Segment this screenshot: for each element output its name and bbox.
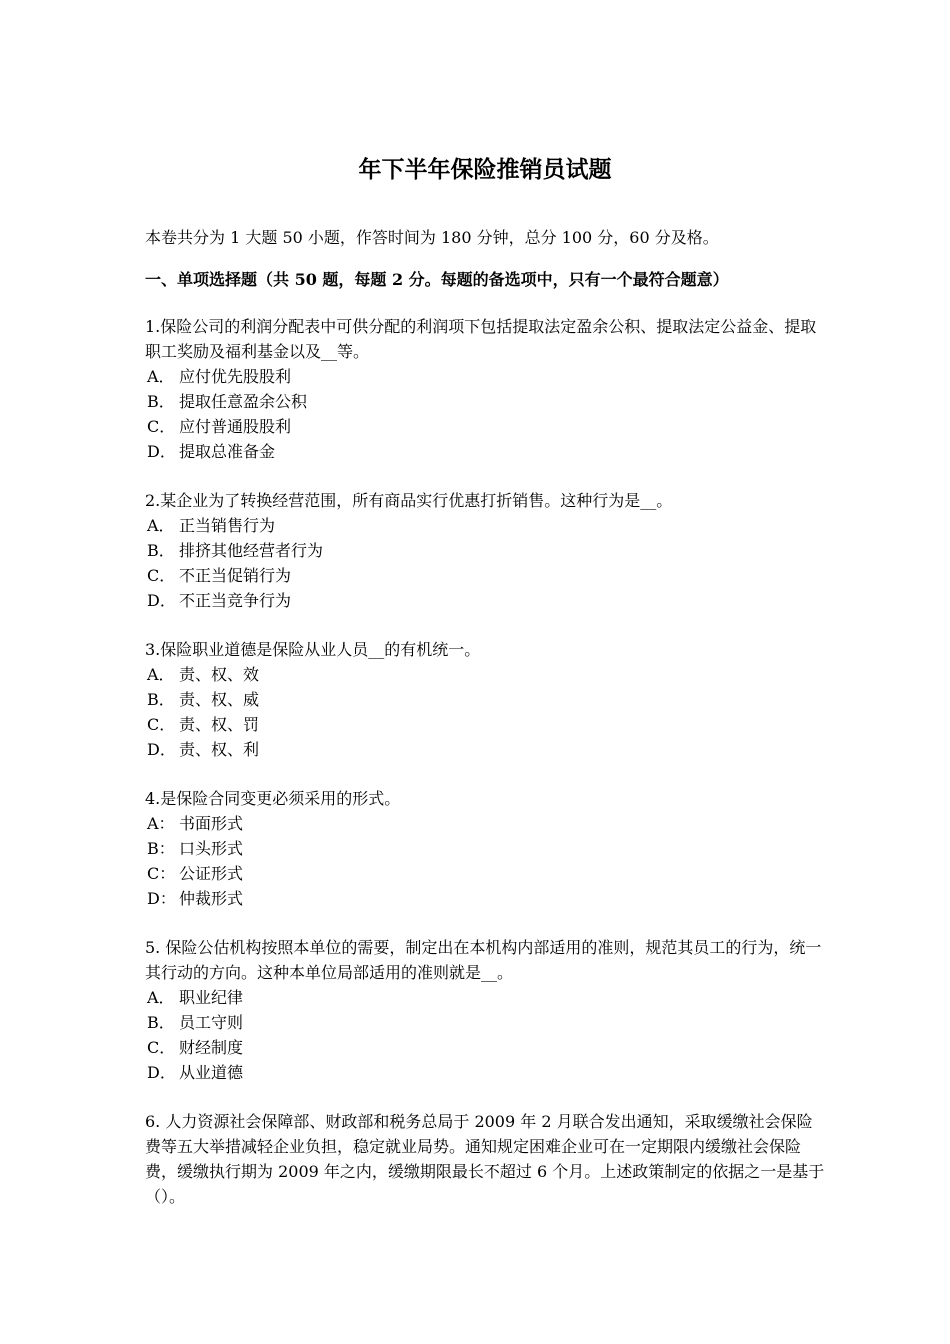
option-text: 书面形式 bbox=[179, 814, 244, 833]
answer-option bbox=[145, 364, 825, 389]
option-key: C： bbox=[147, 864, 176, 883]
question-stem: 4.是保险合同变更必须采用的形式。 bbox=[145, 789, 401, 808]
option-key: C． bbox=[147, 1038, 176, 1057]
option-key: D． bbox=[147, 1063, 176, 1082]
option-text: 提取总准备金 bbox=[179, 442, 276, 461]
answer-option bbox=[145, 563, 825, 588]
page-title: 年下半年保险推销员试题 bbox=[358, 156, 612, 183]
answer-option bbox=[145, 1010, 825, 1035]
option-key: D． bbox=[147, 740, 176, 759]
document-page bbox=[145, 150, 825, 1233]
answer-option bbox=[145, 662, 825, 687]
question-block bbox=[145, 1109, 825, 1209]
option-text: 员工守则 bbox=[179, 1013, 244, 1032]
option-key: A． bbox=[147, 665, 175, 684]
option-key: A： bbox=[147, 814, 175, 833]
question-list bbox=[145, 314, 825, 1209]
question-stem: 6. 人力资源社会保障部、财政部和税务总局于 2009 年 2 月联合发出通知，采取缓缴社会保险费等五大举措减轻企业负担，稳定就业局势。通知规定困难企业可在一定期限内缓缴社会保险费，缓缴执行期为 2009 年之内，缓缴期限最长不超过 6 个月。上述政策制定的依据之一是基于（）。 bbox=[145, 1112, 825, 1206]
option-key: C． bbox=[147, 417, 176, 436]
option-key: C． bbox=[147, 715, 176, 734]
answer-option bbox=[145, 861, 825, 886]
section-heading: 一、单项选择题（共 50 题，每题 2 分。每题的备选项中，只有一个最符合题意） bbox=[145, 270, 729, 289]
answer-option bbox=[145, 1060, 825, 1085]
option-key: D． bbox=[147, 442, 176, 461]
answer-option bbox=[145, 687, 825, 712]
option-key: D： bbox=[147, 889, 176, 908]
option-key: A． bbox=[147, 367, 175, 386]
answer-option bbox=[145, 1035, 825, 1060]
answer-option bbox=[145, 836, 825, 861]
option-text: 财经制度 bbox=[179, 1038, 244, 1057]
option-text: 责、权、威 bbox=[179, 690, 260, 709]
question-block bbox=[145, 935, 825, 1085]
option-text: 公证形式 bbox=[179, 864, 244, 883]
option-text: 排挤其他经营者行为 bbox=[179, 541, 324, 560]
question-stem: 1.保险公司的利润分配表中可供分配的利润项下包括提取法定盈余公积、提取法定公益金、提取职工奖励及福利基金以及__等。 bbox=[145, 317, 817, 361]
question-stem: 3.保险职业道德是保险从业人员__的有机统一。 bbox=[145, 640, 481, 659]
answer-option bbox=[145, 712, 825, 737]
option-text: 口头形式 bbox=[179, 839, 244, 858]
option-text: 不正当竞争行为 bbox=[179, 591, 292, 610]
option-text: 责、权、罚 bbox=[179, 715, 260, 734]
exam-intro: 本卷共分为 1 大题 50 小题，作答时间为 180 分钟，总分 100 分，60 分及格。 bbox=[145, 228, 719, 247]
question-block bbox=[145, 637, 825, 762]
question-block bbox=[145, 314, 825, 464]
option-text: 仲裁形式 bbox=[179, 889, 244, 908]
question-stem: 2.某企业为了转换经营范围，所有商品实行优惠打折销售。这种行为是__。 bbox=[145, 491, 673, 510]
answer-option bbox=[145, 414, 825, 439]
option-key: A． bbox=[147, 516, 175, 535]
option-key: B． bbox=[147, 392, 175, 411]
option-text: 从业道德 bbox=[179, 1063, 244, 1082]
answer-option bbox=[145, 985, 825, 1010]
answer-option bbox=[145, 811, 825, 836]
question-block bbox=[145, 786, 825, 911]
option-key: B： bbox=[147, 839, 175, 858]
option-key: B． bbox=[147, 1013, 175, 1032]
question-stem: 5. 保险公估机构按照本单位的需要，制定出在本机构内部适用的准则，规范其员工的行为，统一其行动的方向。这种本单位局部适用的准则就是__。 bbox=[145, 938, 822, 982]
question-block bbox=[145, 488, 825, 613]
option-text: 应付优先股股利 bbox=[179, 367, 292, 386]
answer-option bbox=[145, 886, 825, 911]
option-text: 职业纪律 bbox=[179, 988, 244, 1007]
option-key: D． bbox=[147, 591, 176, 610]
answer-option bbox=[145, 389, 825, 414]
option-text: 责、权、效 bbox=[179, 665, 260, 684]
option-text: 不正当促销行为 bbox=[179, 566, 292, 585]
option-text: 正当销售行为 bbox=[179, 516, 276, 535]
answer-option bbox=[145, 538, 825, 563]
option-text: 应付普通股股利 bbox=[179, 417, 292, 436]
option-key: B． bbox=[147, 690, 175, 709]
answer-option bbox=[145, 513, 825, 538]
option-key: A． bbox=[147, 988, 175, 1007]
option-text: 提取任意盈余公积 bbox=[179, 392, 308, 411]
option-key: C． bbox=[147, 566, 176, 585]
answer-option bbox=[145, 588, 825, 613]
option-key: B． bbox=[147, 541, 175, 560]
answer-option bbox=[145, 439, 825, 464]
option-text: 责、权、利 bbox=[179, 740, 260, 759]
answer-option bbox=[145, 737, 825, 762]
